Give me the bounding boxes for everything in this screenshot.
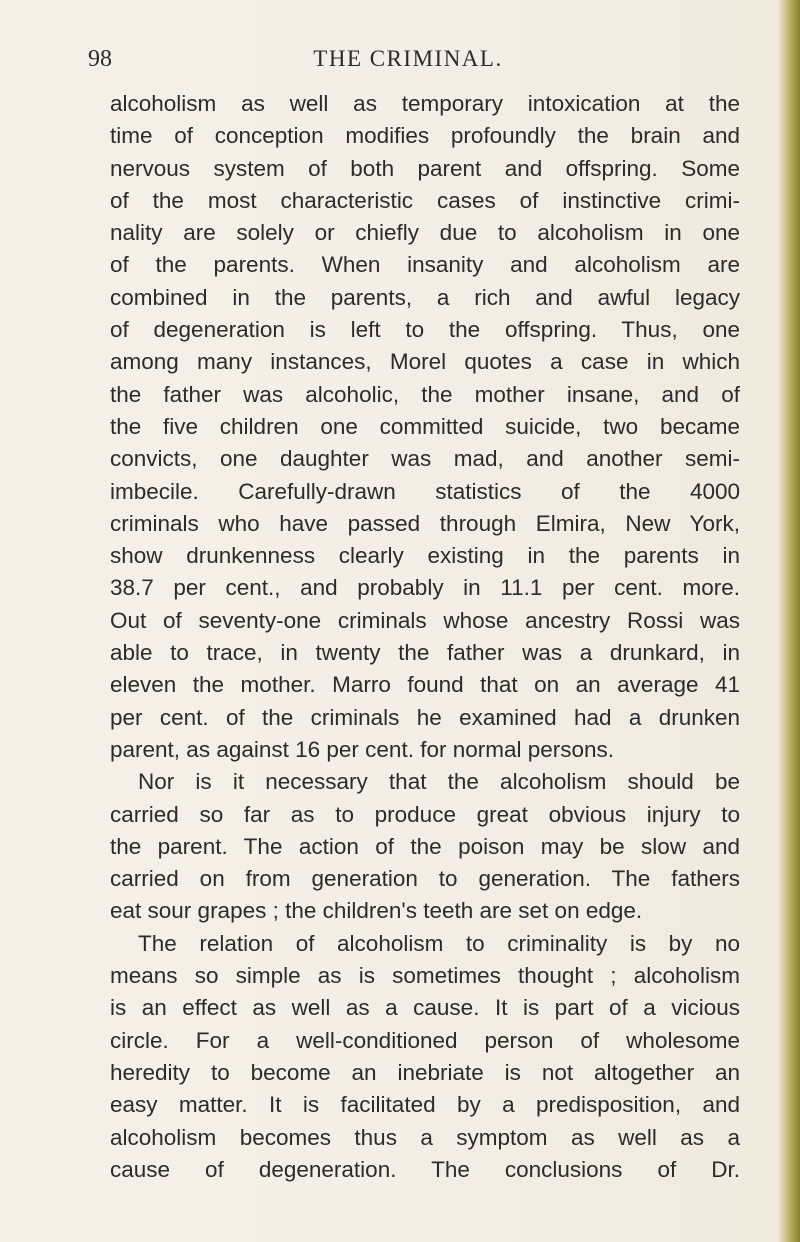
text-line: imbecile. Carefully-drawn statistics of the 4000 <box>110 478 740 504</box>
text-line: time of conception modifies profoundly the brain and <box>110 123 740 149</box>
text-line: circle. For a well-conditioned person of wholesome <box>110 1027 740 1053</box>
text-line: able to trace, in twenty the father was a drunkard, in <box>110 640 740 666</box>
text-line: among many instances, Morel quotes a case in which <box>110 349 740 375</box>
page-header <box>88 46 728 80</box>
text-line: heredity to become an inebriate is not altogether an <box>110 1059 740 1085</box>
text-line: alcoholism as well as temporary intoxication at the <box>110 91 740 116</box>
running-title: THE CRIMINAL. <box>313 46 503 71</box>
text-line: carried on from generation to generation. The fathers <box>110 866 740 892</box>
text-line: of the parents. When insanity and alcoholism are <box>110 252 740 278</box>
text-line: Out of seventy-one criminals whose ancestry Rossi was <box>110 607 740 633</box>
text-line: The relation of alcoholism to criminality is by no <box>138 930 740 956</box>
text-line: nervous system of both parent and offspring. Some <box>110 155 740 181</box>
text-line: of degeneration is left to the offspring. Thus, one <box>110 317 740 343</box>
text-line: convicts, one daughter was mad, and another semi- <box>110 446 740 472</box>
text-line: eat sour grapes ; the children's teeth are set on edge. <box>110 898 643 924</box>
page-number: 98 <box>88 46 112 72</box>
body-text <box>110 88 740 1186</box>
text-line: carried so far as to produce great obvious injury to <box>110 801 740 827</box>
text-line: parent, as against 16 per cent. for normal persons. <box>110 736 615 762</box>
text-line: is an effect as well as a cause. It is part of a vicious <box>110 995 740 1021</box>
text-line: per cent. of the criminals he examined had a drunken <box>110 704 740 730</box>
text-line: means so simple as is sometimes thought ; alcoholism <box>110 963 740 989</box>
text-line: Nor is it necessary that the alcoholism should be <box>138 769 740 795</box>
text-line: combined in the parents, a rich and awful legacy <box>110 284 740 310</box>
page-edge-shadow <box>778 0 800 1242</box>
text-line: cause of degeneration. The conclusions of Dr. <box>110 1156 740 1182</box>
text-line: nality are solely or chiefly due to alcoholism in one <box>110 220 740 246</box>
text-line: the father was alcoholic, the mother insane, and of <box>110 381 740 407</box>
text-line: show drunkenness clearly existing in the parents in <box>110 543 740 569</box>
text-line: eleven the mother. Marro found that on an average 41 <box>110 672 740 698</box>
text-line: of the most characteristic cases of instinctive crimi- <box>110 187 740 213</box>
text-line: the parent. The action of the poison may be slow and <box>110 833 740 859</box>
text-line: 38.7 per cent., and probably in 11.1 per cent. more. <box>110 575 740 601</box>
text-line: the five children one committed suicide, two became <box>110 413 740 439</box>
text-line: easy matter. It is facilitated by a predisposition, and <box>110 1092 740 1118</box>
text-line: criminals who have passed through Elmira, New York, <box>110 510 740 536</box>
text-line: alcoholism becomes thus a symptom as well as a <box>110 1124 740 1150</box>
